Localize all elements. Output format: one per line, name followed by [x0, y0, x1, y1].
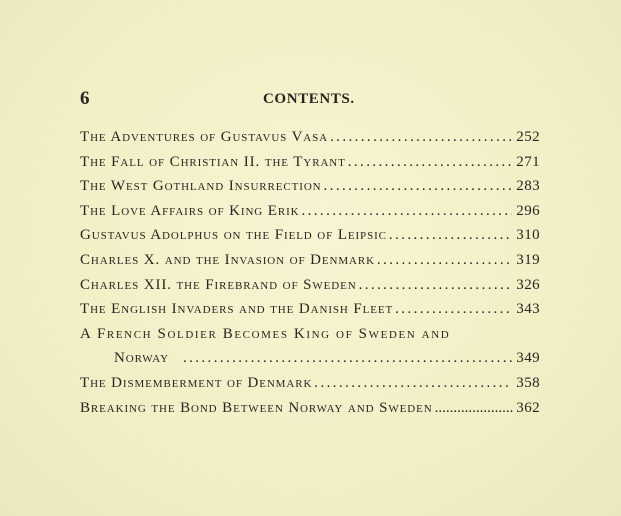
toc-entry — [80, 227, 540, 252]
toc-entry — [80, 277, 540, 302]
page-header — [80, 88, 540, 112]
toc-entry-page: 283 — [516, 178, 540, 195]
toc-entry — [80, 400, 540, 425]
dot-leader — [395, 301, 512, 318]
toc-entry-title: Charles XII. the Firebrand of Sweden — [80, 276, 357, 293]
toc-entry-title: The Dismemberment of Denmark — [80, 374, 313, 391]
toc-entry-page: 252 — [516, 129, 540, 145]
dot-leader — [183, 350, 512, 367]
toc-entry-page: 362 — [516, 399, 540, 416]
toc-entry-line2 — [80, 350, 540, 375]
running-head: CONTENTS. — [263, 91, 355, 107]
toc-entry-title-continued: Norway — [114, 350, 169, 367]
toc-entry-page: 358 — [516, 374, 540, 391]
toc-entry-page: 349 — [516, 350, 540, 367]
toc-entry-title: Breaking the Bond Between Norway and Sweden — [80, 399, 433, 416]
dot-leader — [435, 400, 515, 417]
dot-leader — [330, 129, 512, 146]
toc-entry — [80, 375, 540, 400]
toc-entry-page: 310 — [516, 227, 540, 244]
toc-entry — [80, 301, 540, 326]
toc-entry-title: A French Soldier Becomes King of Sweden and — [80, 325, 451, 342]
table-of-contents — [80, 129, 540, 424]
page-number: 6 — [80, 88, 90, 109]
toc-entry — [80, 203, 540, 228]
toc-entry — [80, 178, 540, 203]
toc-entry-title: The Love Affairs of King Erik — [80, 202, 300, 219]
toc-entry-page: 271 — [516, 153, 540, 170]
toc-entry — [80, 154, 540, 179]
toc-entry-title: The English Invaders and the Danish Fleet — [80, 301, 394, 318]
dot-leader — [389, 227, 512, 244]
dot-leader — [377, 252, 512, 269]
dot-leader — [301, 203, 512, 220]
toc-entry-title: Charles X. and the Invasion of Denmark — [80, 251, 375, 268]
dot-leader — [348, 154, 513, 171]
dot-leader — [359, 277, 513, 294]
toc-entry-page: 319 — [516, 251, 540, 268]
toc-entry-line1 — [80, 326, 540, 351]
toc-entry-title: The Fall of Christian II. the Tyrant — [80, 153, 346, 170]
toc-entry-title: The Adventures of Gustavus Vasa — [80, 129, 329, 145]
toc-entry — [80, 252, 540, 277]
toc-entry-title: The West Gothland Insurrection — [80, 178, 322, 195]
dot-leader — [314, 375, 512, 392]
dot-leader — [324, 178, 513, 195]
toc-entry-page: 296 — [516, 202, 540, 219]
toc-entry-page: 326 — [516, 276, 540, 293]
toc-entry-title: Gustavus Adolphus on the Field of Leipsic — [80, 227, 387, 244]
toc-entry — [80, 129, 540, 154]
toc-entry-page: 343 — [516, 301, 540, 318]
